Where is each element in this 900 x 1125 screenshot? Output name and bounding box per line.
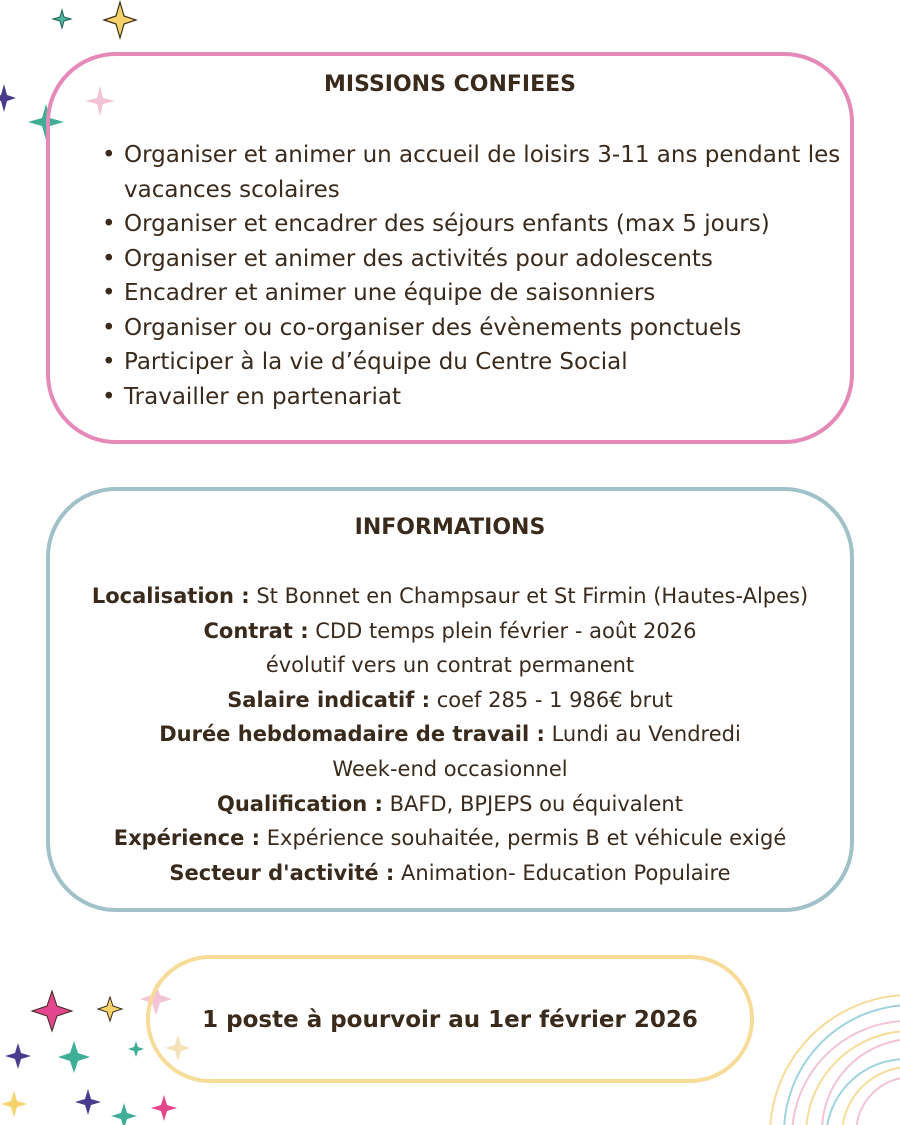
list-item: • Encadrer et animer une équipe de saisonniers (100, 276, 842, 311)
qualification-line (54, 787, 846, 822)
list-item: • Organiser et encadrer des séjours enfants (max 5 jours) (100, 207, 842, 242)
sparkle-icon (111, 1103, 137, 1125)
secteur-label: Secteur d'activité : (169, 860, 395, 885)
poste-text: 1 poste à pourvoir au 1er février 2026 (202, 1007, 698, 1033)
duree-label: Durée hebdomadaire de travail : (159, 722, 545, 747)
localisation-value: St Bonnet en Champsaur et St Firmin (Hautes-Alpes) (256, 584, 809, 608)
missions-list (100, 138, 842, 414)
sparkle-icon (75, 1089, 101, 1115)
experience-value: Expérience souhaitée, permis B et véhicule exigé (266, 826, 787, 851)
list-item: • Organiser ou co-organiser des évènements ponctuels (100, 311, 842, 346)
list-item: • Organiser et animer des activités pour adolescents (100, 242, 842, 277)
duree-line (54, 717, 846, 752)
secteur-value: Animation- Education Populaire (401, 860, 731, 885)
experience-label: Expérience : (113, 826, 261, 851)
sparkle-icon (58, 1041, 90, 1073)
missions-title: MISSIONS CONFIEES (324, 72, 576, 97)
list-item: • Organiser et animer un accueil de loisirs 3-11 ans pendant les vacances scolaires (100, 138, 842, 207)
list-item: • Travailler en partenariat (100, 380, 842, 415)
sparkle-icon (98, 997, 122, 1021)
localisation-line (54, 579, 846, 614)
secteur-line (54, 856, 846, 891)
qualification-value: BAFD, BPJEPS ou équivalent (389, 791, 683, 816)
sparkle-icon (151, 1095, 177, 1121)
salaire-label: Salaire indicatif : (227, 687, 431, 712)
salaire-line (54, 683, 846, 718)
sparkle-icon (53, 10, 71, 28)
contrat-label: Contrat : (203, 618, 309, 643)
localisation-label: Localisation : (91, 584, 250, 608)
sparkle-icon (1, 1091, 27, 1117)
salaire-value: coef 285 - 1 986€ brut (436, 687, 673, 712)
sparkle-icon (5, 1043, 31, 1069)
duree-extra: Week-end occasionnel (332, 756, 568, 781)
missions-box (46, 52, 854, 444)
contrat-line (54, 614, 846, 649)
informations-box (46, 487, 854, 912)
poste-box (146, 955, 754, 1083)
informations-details (54, 579, 846, 890)
experience-line (54, 821, 846, 856)
sparkle-icon (0, 84, 16, 112)
qualification-label: Qualification : (217, 791, 383, 816)
sparkle-icon (104, 2, 136, 38)
contrat-value: CDD temps plein février - août 2026 (315, 618, 697, 643)
contrat-extra: évolutif vers un contrat permanent (265, 653, 635, 678)
informations-title: INFORMATIONS (354, 515, 546, 540)
list-item: • Participer à la vie d’équipe du Centre Social (100, 345, 842, 380)
scribble-decoration (760, 965, 900, 1125)
sparkle-icon (128, 1041, 144, 1057)
duree-value: Lundi au Vendredi (551, 722, 741, 747)
sparkle-icon (32, 991, 72, 1031)
